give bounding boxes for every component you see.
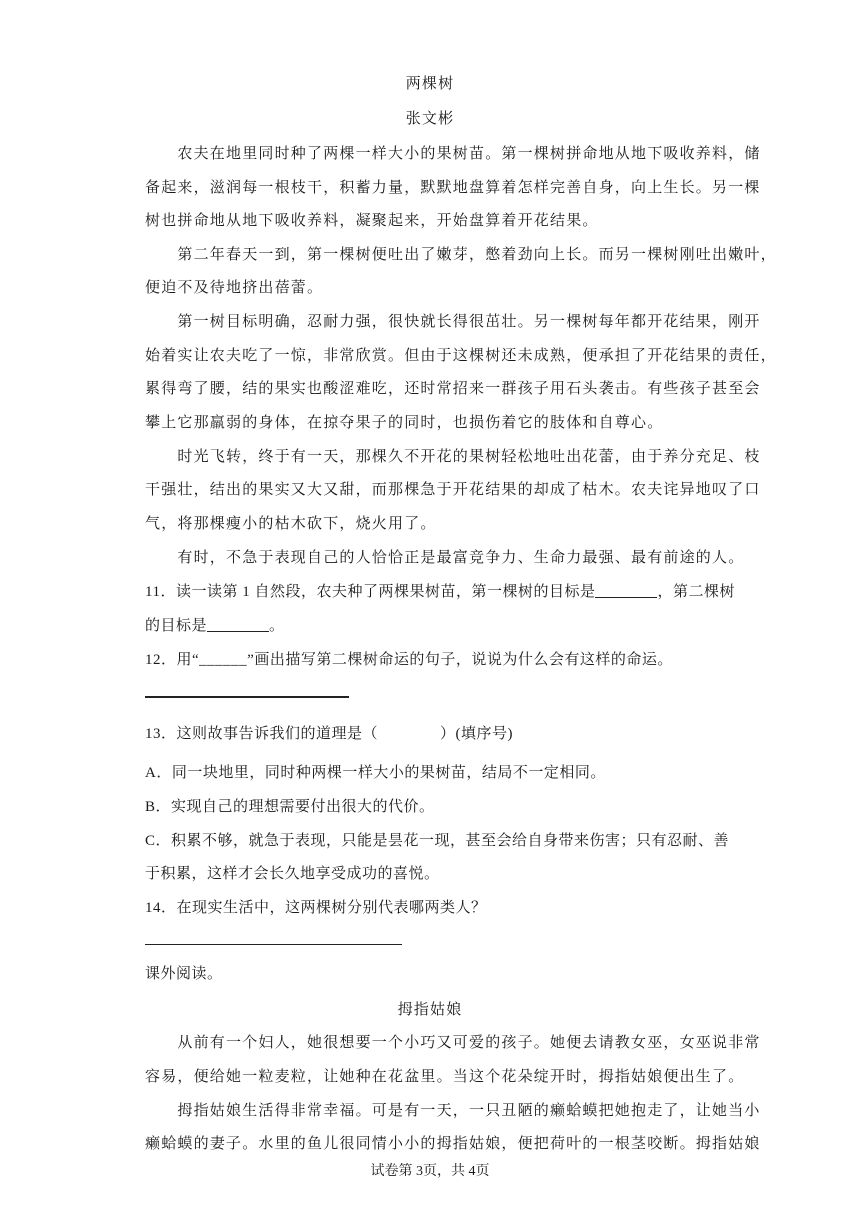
passage-title: 两棵树	[405, 74, 455, 92]
option-a[interactable]: A．同一块地里，同时种两棵一样大小的果树苗，结局不一定相同。	[145, 765, 606, 781]
option-c[interactable]: C．积累不够，就急于表现，只能是昙花一现，甚至会给自身带来伤害；只有忍耐、善	[145, 833, 730, 849]
passage-line: 第一树目标明确，忍耐力强，很快就长得很茁壮。另一棵树每年都开花结果，刚开	[145, 312, 761, 330]
passage-line: 攀上它那羸弱的身体，在掠夺果子的同时，也损伤着它的肢体和自尊心。	[145, 413, 664, 431]
passage-line: 树也拼命地从地下吸收养料，凝聚起来，开始盘算着开花结果。	[145, 211, 599, 229]
page-footer: 试卷第 3页，共 4页	[370, 1164, 490, 1179]
answer-blank[interactable]	[207, 617, 269, 632]
passage-line: 备起来，滋润每一根枝干，积蓄力量，默默地盘算着怎样完善自身，向上生长。另一棵	[145, 178, 761, 196]
question-11-cont	[145, 614, 715, 635]
q11-text-d: 。	[269, 618, 285, 634]
passage-line: 时光飞转，终于有一天，那棵久不开花的果树轻松地吐出花蕾，由于养分充足、枝	[145, 447, 761, 465]
q11-text-b: ，第二棵树	[657, 584, 735, 600]
option-c-cont: 于积累，这样才会长久地享受成功的喜悦。	[145, 866, 440, 882]
q11-text-a: 11．读一读第 1 自然段，农夫种了两棵果树苗，第一棵树的目标是	[145, 584, 596, 600]
question-12: 12．用“______”画出描写第二棵树命运的句子，说说为什么会有这样的命运。	[145, 652, 673, 668]
answer-line[interactable]	[145, 944, 402, 945]
passage-line: 农夫在地里同时种了两棵一样大小的果树苗。第一棵树拼命地从地下吸收养料，储	[145, 144, 761, 162]
story-title: 拇指姑娘	[397, 1000, 463, 1018]
section-heading: 课外阅读。	[145, 966, 223, 982]
story-line: 容易，便给她一粒麦粒，让她种在花盆里。当这个花朵绽开时，拇指姑娘便出生了。	[145, 1067, 745, 1085]
story-line: 癞蛤蟆的妻子。水里的鱼儿很同情小小的拇指姑娘，便把荷叶的一根茎咬断。拇指姑娘	[145, 1134, 761, 1152]
q11-text-c: 的目标是	[145, 618, 208, 634]
passage-line: 干强壮，结出的果实又大又甜，而那棵急于开花结果的却成了枯木。农夫诧异地叹了口	[145, 480, 761, 498]
passage-line: 始着实让农夫吃了一惊，非常欣赏。但由于这棵树还未成熟，便承担了开花结果的责任，	[145, 346, 777, 364]
question-14: 14．在现实生活中，这两棵树分别代表哪两类人？	[145, 900, 487, 916]
story-line: 从前有一个妇人，她很想要一个小巧又可爱的孩子。她便去请教女巫，女巫说非常	[145, 1033, 761, 1051]
passage-line: 便迫不及待地挤出蓓蕾。	[145, 278, 324, 296]
answer-line[interactable]	[145, 696, 349, 698]
passage-line: 气，将那棵瘦小的枯木砍下，烧火用了。	[145, 514, 437, 532]
answer-blank[interactable]	[595, 583, 657, 598]
passage-author: 张文彬	[405, 109, 455, 127]
question-11	[145, 580, 735, 601]
passage-line: 有时，不急于表现自己的人恰恰正是最富竞争力、生命力最强、最有前途的人。	[145, 548, 745, 566]
story-line: 拇指姑娘生活得非常幸福。可是有一天，一只丑陋的癞蛤蟆把她抱走了，让她当小	[145, 1101, 761, 1119]
question-13: 13．这则故事告诉我们的道理是（ ）(填序号)	[145, 726, 513, 742]
option-b[interactable]: B．实现自己的理想需要付出很大的代价。	[145, 799, 435, 815]
passage-line: 累得弯了腰，结的果实也酸涩难吃，还时常招来一群孩子用石头袭击。有些孩子甚至会	[145, 379, 761, 397]
passage-line: 第二年春天一到，第一棵树便吐出了嫩芽，憋着劲向上长。而另一棵树刚吐出嫩叶，	[145, 245, 777, 263]
